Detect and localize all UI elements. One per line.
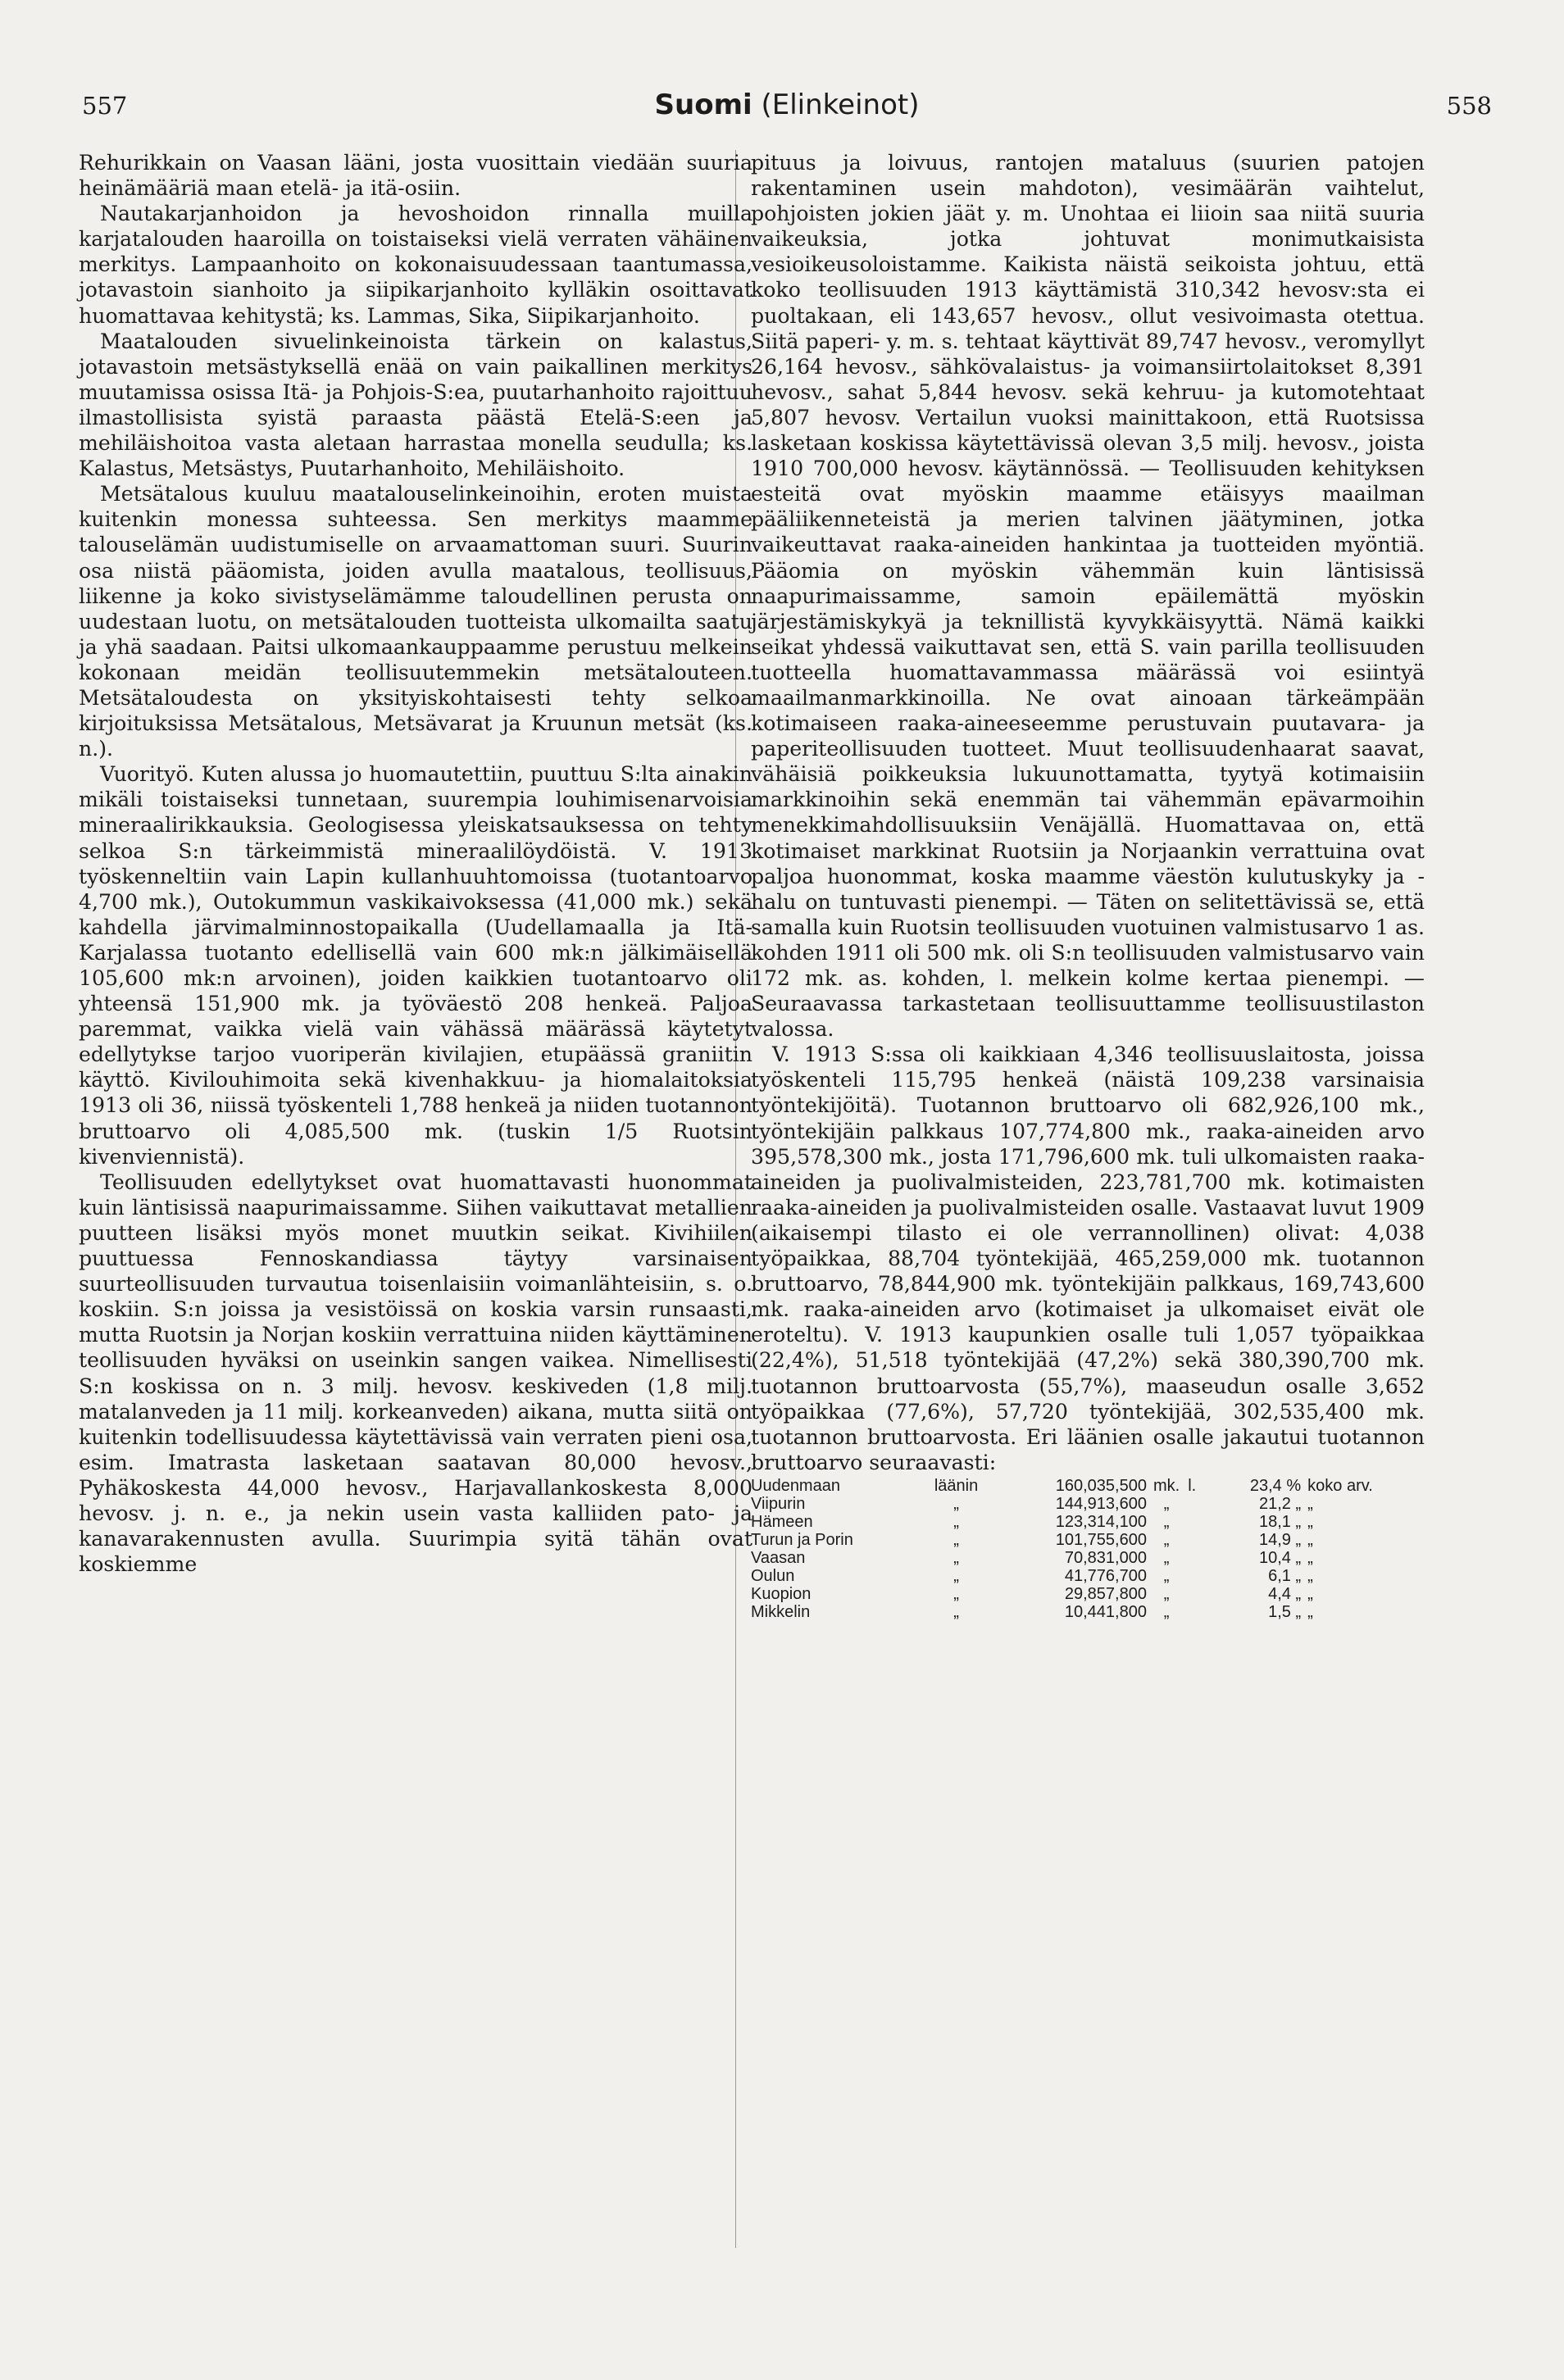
value-unit: „ [1163, 1566, 1170, 1585]
province-name: Viipurin [751, 1494, 806, 1513]
province-label: läänin [934, 1476, 979, 1495]
table-row [751, 1549, 1425, 1567]
left-column [79, 150, 752, 1577]
share-suffix: „ [1307, 1530, 1313, 1549]
province-name: Kuopion [751, 1584, 812, 1603]
table-row [751, 1495, 1425, 1513]
paragraph: V. 1913 S:ssa oli kaikkiaan 4,346 teollisuuslaitosta, joissa työskenteli 115,795 henkeä (näistä 109,238 varsinaisia työntekijöitä). Tuotannon bruttoarvo oli 682,926,100 mk., työntekijäin palkkaus 107,774,800 mk., raaka-aineiden arvo 395,578,300 mk., josta 171,796,600 mk. tuli ulkomaisten raaka-aineiden ja puolivalmisteiden, 223,781,700 mk. kotimaisten raaka-aineiden ja puolivalmisteiden osalle. Vastaavat luvut 1909 (aikaisempi tilasto ei ole verrannollinen) olivat: 4,038 työpaikkaa, 88,704 työntekijää, 465,259,000 mk. tuotannon bruttoarvo, 78,844,900 mk. työntekijäin palkkaus, 169,743,600 mk. raaka-aineiden arvo (kotimaiset ja ulkomaiset eivät ole eroteltu). V. 1913 kaupunkien osalle tuli 1,057 työpaikkaa (22,4%), 51,518 työntekijää (47,2%) sekä 380,390,700 mk. tuotannon bruttoarvosta (55,7%), maaseudun osalle 3,652 työpaikkaa (77,6%), 57,720 työntekijää, 302,535,400 mk. tuotannon bruttoarvosta. Eri läänien osalle jakautui tuotannon bruttoarvo seuraavasti: [751, 1042, 1425, 1474]
value-unit: „ [1163, 1512, 1170, 1531]
production-value: 29,857,800 [1064, 1584, 1147, 1603]
share-percent: 6,1 „ [1268, 1566, 1302, 1585]
value-unit: „ [1163, 1548, 1170, 1567]
page-number-left: 557 [82, 92, 128, 120]
page-number-right: 558 [1446, 92, 1492, 120]
province-name: Hämeen [751, 1512, 813, 1531]
table-row [751, 1603, 1425, 1621]
share-percent: 10,4 „ [1258, 1548, 1302, 1567]
production-value: 160,035,500 [1055, 1476, 1147, 1495]
paragraph: Vuorityö. Kuten alussa jo huomautettiin, puuttuu S:lta ainakin mikäli toistaiseksi tunnetaan, suurempia louhimisenarvoisia mineraalirikkauksia. Geologisessa yleiskatsauksessa on tehty selkoa S:n tärkeimmistä mineraalilöydöistä. V. 1913 työskenneltiin vain Lapin kullanhuuhtomoissa (tuotantoarvo 4,700 mk.), Outokummun vaskikaivoksessa (41,000 mk.) sekä kahdella järvimalminnostopaikalla (Uudellamaalla ja Itä-Karjalassa tuotanto edellisellä vain 600 mk:n jälkimäisellä 105,600 mk:n arvoinen), joiden kaikkien tuotantoarvo oli yhteensä 151,900 mk. ja työväestö 208 henkeä. Paljoa paremmat, vaikka vielä vain vähässä määrässä käytetyt edellytykse tarjoo vuoriperän kivilajien, etupäässä graniitin käyttö. Kivilouhimoita sekä kivenhakkuu- ja hiomalaitoksia 1913 oli 36, niissä työskenteli 1,788 henkeä ja niiden tuotannon bruttoarvo oli 4,085,500 mk. (tuskin 1/5 Ruotsin kivenviennistä). [79, 762, 752, 1169]
production-value: 144,913,600 [1055, 1494, 1147, 1513]
value-mid [1180, 1603, 1204, 1621]
paragraph: pituus ja loivuus, rantojen mataluus (suurien patojen rakentaminen usein mahdoton), vesimäärän vaihtelut, pohjoisten jokien jäät y. m. Unohtaa ei liioin saa niitä suuria vaikeuksia, jotka johtuvat monimutkaisista vesioikeusoloistamme. Kaikista näistä seikoista johtuu, että koko teollisuuden 1913 käyttämistä 310,342 hevosv:sta ei puoltakaan, eli 143,657 hevosv., ollut vesivoimasta otettua. Siitä paperi- y. m. s. tehtaat käyttivät 89,747 hevosv., veromyllyt 26,164 hevosv., sähkövalaistus- ja voimansiirtolaitokset 8,391 hevosv., sahat 5,844 hevosv. sekä kehruu- ja kutomotehtaat 5,807 hevosv. Vertailun vuoksi mainittakoon, että Ruotsissa lasketaan koskissa käytettävissä olevan 3,5 milj. hevosv., joista 1910 700,000 hevosv. käytännössä. — Teollisuuden kehityksen esteitä ovat myöskin maamme etäisyys maailman pääliikenneteistä ja merien talvinen jäätyminen, jotka vaikeuttavat raaka-aineiden hankintaa ja tuotteiden myöntiä. Pääomia on myöskin vähemmän kuin läntisissä naapurimaissamme, samoin epäilemättä myöskin järjestämiskykyä ja teknillistä kyvykkäisyyttä. Nämä kaikki seikat yhdessä vaikuttavat sen, että S. vain parilla teollisuuden tuotteella huomattavammassa määrässä voi esiintyä maailmanmarkkinoilla. Ne ovat ainoaan tärkeämpään kotimaiseen raaka-aineeseemme perustuvain puutavara- ja paperiteollisuuden tuotteet. Muut teollisuudenhaarat saavat, vähäisiä poikkeuksia lukuunottamatta, tyytyä kotimaisiin markkinoihin sekä enemmän tai vähemmän epävarmoihin menekkimahdollisuuksiin Venäjällä. Huomattavaa on, että kotimaiset markkinat Ruotsiin ja Norjaankin verrattuina ovat paljoa huonommat, koska maamme väestön kulutuskyky ja -halu on tuntuvasti pienempi. — Täten on selitettävissä se, että samalla kuin Ruotsin teollisuuden vuotuinen valmistusarvo 1 as. kohden 1911 oli 500 mk. oli S:n teollisuuden valmistusarvo vain 172 mk. as. kohden, l. melkein kolme kertaa pienempi. — Seuraavassa tarkastetaan teollisuuttamme teollisuustilaston valossa. [751, 151, 1425, 1042]
value-mid [1180, 1567, 1204, 1585]
value-unit: „ [1163, 1494, 1170, 1513]
paragraph: Rehurikkain on Vaasan lääni, josta vuosittain viedään suuria heinämääriä maan etelä- ja itä-osiin. [79, 151, 752, 201]
production-value: 101,755,600 [1055, 1530, 1147, 1549]
province-name: Mikkelin [751, 1602, 811, 1621]
table-row [751, 1477, 1425, 1495]
value-mid [1180, 1513, 1204, 1531]
table-row [751, 1585, 1425, 1603]
value-unit: mk. [1153, 1476, 1180, 1495]
production-value: 123,314,100 [1055, 1512, 1147, 1531]
production-value: 70,831,000 [1064, 1548, 1147, 1567]
share-suffix: „ [1307, 1494, 1313, 1513]
production-value: 41,776,700 [1064, 1566, 1147, 1585]
province-name: Uudenmaan [751, 1476, 840, 1495]
province-label: „ [953, 1494, 959, 1513]
value-unit: „ [1163, 1530, 1170, 1549]
province-name: Turun ja Porin [751, 1530, 853, 1549]
share-percent: 21,2 „ [1258, 1494, 1302, 1513]
share-suffix: koko arv. [1307, 1476, 1373, 1495]
province-name: Vaasan [751, 1548, 806, 1567]
running-title-main: Suomi [654, 89, 752, 121]
value-mid [1180, 1549, 1204, 1567]
paragraph: Nautakarjanhoidon ja hevoshoidon rinnalla muilla karjatalouden haaroilla on toistaiseksi vielä verraten vähäinen merkitys. Lampaanhoito on kokonaisuudessaan taantumassa, jotavastoin sianhoito ja siipikarjanhoito kylläkin osoittavat huomattavaa kehitystä; ks. Lammas, Sika, Siipikarjanhoito. [79, 202, 752, 328]
share-suffix: „ [1307, 1566, 1313, 1585]
page-header [82, 89, 1492, 133]
value-mid [1180, 1531, 1204, 1549]
paragraph: Maatalouden sivuelinkeinoista tärkein on kalastus, jotavastoin metsästyksellä enää on vain paikallinen merkitys muutamissa osissa Itä- ja Pohjois-S:ea, puutarhanhoito rajoittuu ilmastollisista syistä paraasta päästä Etelä-S:een ja mehiläishoitoa vasta aletaan harrastaa monella seudulla; ks. Kalastus, Metsästys, Puutarhanhoito, Mehiläishoito. [79, 329, 752, 481]
province-label: „ [953, 1530, 959, 1549]
province-label: „ [953, 1512, 959, 1531]
production-value: 10,441,800 [1064, 1602, 1147, 1621]
value-mid [1180, 1585, 1204, 1603]
share-percent: 4,4 „ [1268, 1584, 1302, 1603]
share-suffix: „ [1307, 1548, 1313, 1567]
right-column [751, 150, 1425, 1621]
province-label: „ [953, 1566, 959, 1585]
province-label: „ [953, 1602, 959, 1621]
share-percent: 18,1 „ [1258, 1512, 1302, 1531]
table-row [751, 1567, 1425, 1585]
running-title-sub: (Elinkeinot) [761, 89, 920, 121]
province-name: Oulun [751, 1566, 795, 1585]
share-percent: 14,9 „ [1258, 1530, 1302, 1549]
share-suffix: „ [1307, 1584, 1313, 1603]
paragraph: Metsätalous kuuluu maatalouselinkeinoihin, eroten muista kuitenkin monessa suhteessa. Sen merkitys maamme talouselämän uudistumiselle on arvaamattoman suuri. Suurin osa niistä pääomista, joiden avulla maatalous, teollisuus, liikenne ja koko sivistyselämämme taloudellinen perusta on uudestaan luotu, on metsätalouden tuotteista ulkomailta saatu ja yhä saadaan. Paitsi ulkomaankauppaamme perustuu melkein kokonaan meidän teollisuutemmekin metsätalouteen. Metsätaloudesta on yksityiskohtaisesti tehty selkoa kirjoituksissa Metsätalous, Metsävarat ja Kruunun metsät (ks. n.). [79, 482, 752, 761]
running-title [82, 89, 1492, 121]
share-suffix: „ [1307, 1602, 1313, 1621]
share-percent: 23,4 % [1249, 1476, 1302, 1495]
value-unit: „ [1163, 1584, 1170, 1603]
share-percent: 1,5 „ [1268, 1602, 1302, 1621]
share-suffix: „ [1307, 1512, 1313, 1531]
value-mid: l. [1188, 1476, 1197, 1495]
table-row [751, 1531, 1425, 1549]
table-row [751, 1513, 1425, 1531]
province-label: „ [953, 1548, 959, 1567]
value-unit: „ [1163, 1602, 1170, 1621]
province-label: „ [953, 1584, 959, 1603]
province-production-table [751, 1477, 1425, 1621]
paragraph: Teollisuuden edellytykset ovat huomattavasti huonommat kuin läntisissä naapurimaissamme. Siihen vaikuttavat metallien puutteen lisäksi myös monet muutkin seikat. Kivihiilen puuttuessa Fennoskandiassa täytyy varsinaisen suurteollisuuden turvautua toisenlaisiin voimanlähteisiin, s. o. koskiin. S:n joissa ja vesistöissä on koskia varsin runsaasti, mutta Ruotsin ja Norjan koskiin verrattuina niiden käyttäminen teollisuuden hyväksi on useinkin sangen vaikea. Nimellisesti S:n koskissa on n. 3 milj. hevosv. keskiveden (1,8 milj. matalanveden ja 11 milj. korkeanveden) aikana, mutta siitä on kuitenkin todellisuudessa käytettävissä vain verraten pieni osa, esim. Imatrasta lasketaan saatavan 80,000 hevosv., Pyhäkoskesta 44,000 hevosv., Harjavallankoskesta 8,000 hevosv. j. n. e., ja nekin usein vasta kalliiden pato- ja kanavarakennusten avulla. Suurimpia syitä tähän ovat koskiemme [79, 1170, 752, 1577]
value-mid [1180, 1495, 1204, 1513]
